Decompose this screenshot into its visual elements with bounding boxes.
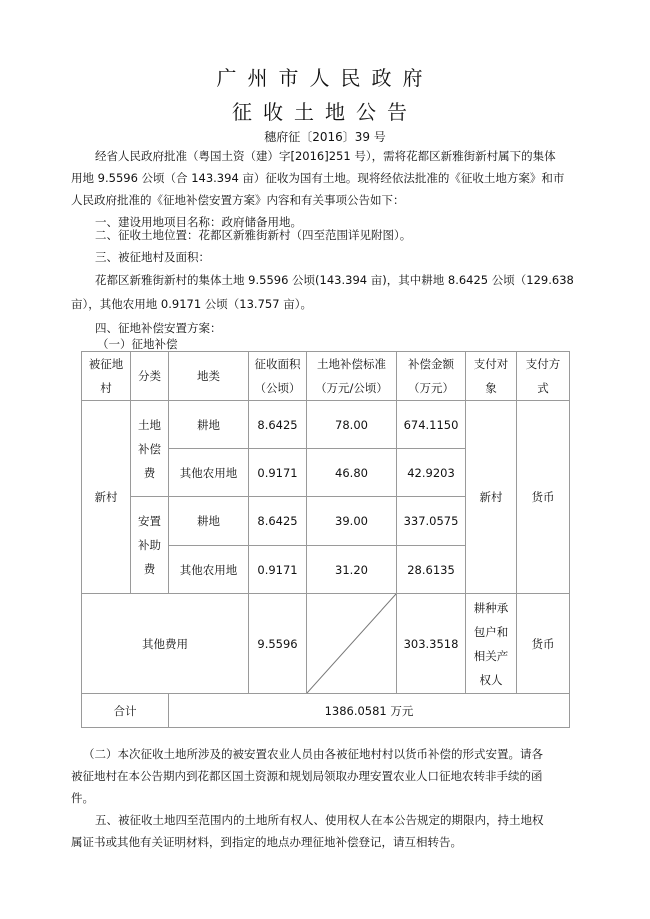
standard-cell: 78.00 (307, 401, 397, 449)
amount-cell: 28.6135 (397, 546, 466, 594)
item-1: 一、建设用地项目名称：政府储备用地。 (95, 215, 302, 229)
area-cell: 8.6425 (249, 401, 307, 449)
subsection-1-heading: （一）征地补偿 (97, 337, 178, 351)
other-fees-payee: 耕种承 包户和 相关产 权人 (466, 594, 517, 694)
amount-cell: 337.0575 (397, 497, 466, 546)
diagonal-slash (307, 594, 396, 693)
header-method: 支付方 式 (517, 352, 570, 401)
compensation-table (81, 351, 570, 728)
land-type-cell: 其他农用地 (169, 449, 249, 497)
area-cell: 8.6425 (249, 497, 307, 546)
subsection-2-line-1: （二）本次征收土地所涉及的被安置农业人员由各被征地村村以货币补偿的形式安置。请各 (83, 747, 543, 761)
other-fees-row (82, 594, 570, 694)
intro-line-3: 人民政府批准的《征地补偿安置方案》内容和有关事项公告如下： (71, 193, 405, 207)
table-header-row (82, 352, 570, 401)
amount-cell: 42.9203 (397, 449, 466, 497)
other-fees-area: 9.5596 (249, 594, 307, 694)
header-standard: 土地补偿标准 （万元/公顷） (307, 352, 397, 401)
header-category: 分类 (131, 352, 169, 401)
issuer-title: 广州市人民政府 (216, 66, 434, 90)
table-row (82, 401, 570, 449)
category-cell: 安置 补助 费 (131, 497, 169, 594)
subsection-2-line-2: 被征地村在本公告期内到花都区国土资源和规划局领取办理安置农业人口征地农转非手续的函 (71, 769, 543, 783)
category-cell: 土地 补偿 费 (131, 401, 169, 497)
village-cell: 新村 (82, 401, 131, 594)
subsection-2-line-3: 件。 (71, 791, 94, 805)
total-label: 合计 (82, 694, 169, 728)
header-payee: 支付对 象 (466, 352, 517, 401)
item-3-detail-1: 花都区新雅街新村的集体土地 9.5596 公顷(143.394 亩)，其中耕地 8.6425 公顷（129.638 (95, 273, 574, 287)
intro-line-2: 用地 9.5596 公顷（合 143.394 亩）征收为国有土地。现将经依法批准的《征收土地方案》和市 (71, 171, 565, 185)
standard-cell: 39.00 (307, 497, 397, 546)
header-village: 被征地 村 (82, 352, 131, 401)
intro-line-1: 经省人民政府批准（粤国土资（建）字[2016]251 号），需将花都区新雅街新村属下的集体 (95, 149, 556, 163)
amount-cell: 674.1150 (397, 401, 466, 449)
land-type-cell: 其他农用地 (169, 546, 249, 594)
item-5-line-2: 属证书或其他有关证明材料，到指定的地点办理征地补偿登记，请互相转告。 (71, 835, 462, 849)
other-fees-label: 其他费用 (82, 594, 249, 694)
other-fees-standard-empty (307, 594, 397, 694)
area-cell: 0.9171 (249, 449, 307, 497)
standard-cell: 46.80 (307, 449, 397, 497)
land-type-cell: 耕地 (169, 401, 249, 449)
standard-cell: 31.20 (307, 546, 397, 594)
method-cell: 货币 (517, 401, 570, 594)
area-cell: 0.9171 (249, 546, 307, 594)
other-fees-method: 货币 (517, 594, 570, 694)
header-area: 征收面积 （公顷） (249, 352, 307, 401)
notice-title: 征收土地公告 (232, 100, 418, 124)
total-row (82, 694, 570, 728)
header-amount: 补偿金额 （万元） (397, 352, 466, 401)
item-3: 三、被征地村及面积： (95, 250, 210, 264)
item-3-detail-2: 亩），其他农用地 0.9171 公顷（13.757 亩）。 (71, 297, 312, 311)
land-type-cell: 耕地 (169, 497, 249, 546)
total-value: 1386.0581 万元 (169, 694, 570, 728)
other-fees-amount: 303.3518 (397, 594, 466, 694)
document-number: 穗府征〔2016〕39 号 (264, 130, 386, 144)
item-2: 二、征收土地位置：花都区新雅街新村（四至范围详见附图）。 (95, 228, 412, 242)
payee-cell: 新村 (466, 401, 517, 594)
item-4: 四、征地补偿安置方案： (95, 321, 222, 335)
item-5-line-1: 五、被征收土地四至范围内的土地所有权人、使用权人在本公告规定的期限内，持土地权 (95, 813, 544, 827)
header-land-type: 地类 (169, 352, 249, 401)
